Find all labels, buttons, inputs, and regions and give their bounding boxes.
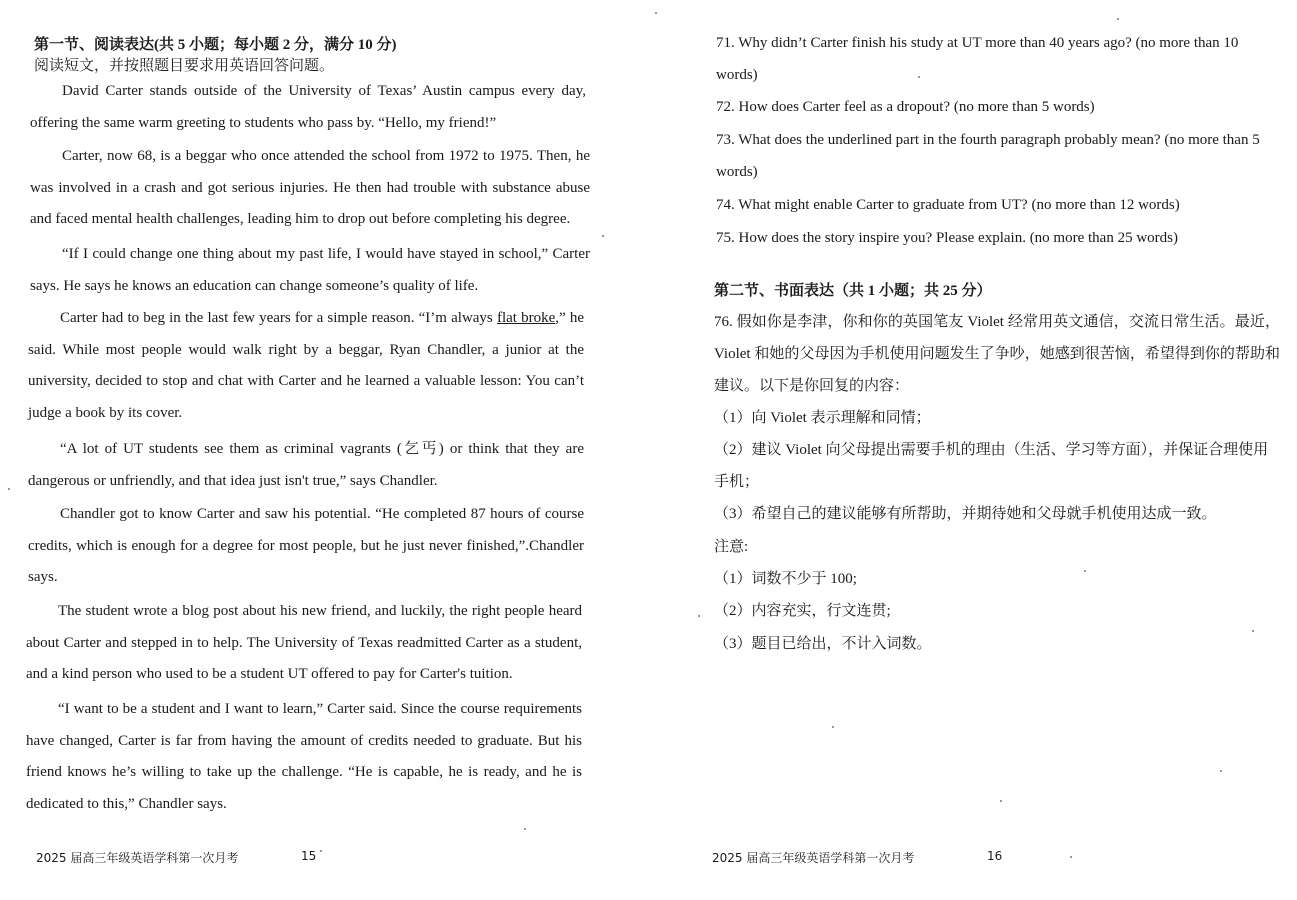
note-2: （2）内容充实，行文连贯; <box>714 603 891 619</box>
scan-speck <box>1117 18 1119 20</box>
note-3: （3）题目已给出，不计入词数。 <box>714 636 932 652</box>
note-label: 注意: <box>714 539 749 555</box>
scan-speck <box>602 235 604 237</box>
question-71: 71. Why didn’t Carter finish his study at UT more than 40 years ago? (no more than 10 words) <box>716 35 1239 83</box>
scan-speck <box>832 726 834 728</box>
scan-speck <box>655 12 657 14</box>
question-73: 73. What does the underlined part in the fourth paragraph probably mean? (no more than 5 words) <box>716 132 1260 180</box>
paragraph-3: “If I could change one thing about my past life, I would have stayed in school,” Carter says. He says he knows an education can change someone’s quality of life. <box>30 246 590 294</box>
requirement-2: （2）建议 Violet 向父母提出需要手机的理由（生活、学习等方面），并保证合理使用手机； <box>714 442 1269 490</box>
section-title: 第一节、阅读表达(共 5 小题；每小题 2 分，满分 10 分) <box>34 37 397 53</box>
question-75: 75. How does the story inspire you? Please explain. (no more than 25 words) <box>716 230 1178 246</box>
scan-speck <box>698 615 700 617</box>
paragraph-6: Chandler got to know Carter and saw his potential. “He completed 87 hours of course credits, which is enough for a degree for most people, but he just never finished,”.Chandler says. <box>28 506 584 585</box>
scan-speck <box>1070 856 1072 858</box>
scan-speck <box>320 850 322 852</box>
scan-speck <box>1220 770 1222 772</box>
page-footer: 2025 届高三年级英语学科第一次月考 <box>36 851 239 865</box>
question-76: 76. 假如你是李津，你和你的英国笔友 Violet 经常用英文通信，交流日常生活。最近，Violet 和她的父母因为手机使用问题发生了争吵，她感到很苦恼，希望得到你的帮助和建议。以下是你回复的内容： <box>714 314 1280 394</box>
page-number: 16 <box>987 849 1003 863</box>
paragraph-4 <box>28 303 584 429</box>
scan-speck <box>1000 800 1002 802</box>
scan-speck <box>524 828 526 830</box>
instruction: 阅读短文，并按照题目要求用英语回答问题。 <box>34 58 335 74</box>
page-number: 15 <box>301 849 317 863</box>
underlined-phrase: flat broke <box>496 310 556 326</box>
scan-speck <box>918 76 920 78</box>
scan-speck <box>1252 630 1254 632</box>
note-1: （1）词数不少于 100; <box>714 571 857 587</box>
paragraph-8: “I want to be a student and I want to learn,” Carter said. Since the course requirements have changed, Carter is far from having the amount of credits needed to graduate. But his friend knows he’s willing to take up the challenge. “He is capable, he is ready, and he is dedicated to this,” Chandler says. <box>26 701 582 812</box>
paragraph-7: The student wrote a blog post about his new friend, and luckily, the right people heard about Carter and stepped in to help. The University of Texas readmitted Carter as a student, and a kind person who used to be a student UT offered to pay for Carter's tuition. <box>26 603 582 682</box>
page-footer: 2025 届高三年级英语学科第一次月考 <box>712 851 915 865</box>
scan-speck <box>1084 570 1086 572</box>
paragraph-2: Carter, now 68, is a beggar who once attended the school from 1972 to 1975. Then, he was involved in a crash and got serious injuries. He then had trouble with substance abuse and faced mental health challenges, leading him to drop out before completing his degree. <box>30 148 590 227</box>
paragraph-5: “A lot of UT students see them as criminal vagrants (乞丐) or think that they are dangerous or unfriendly, and that idea just isn't true,” says Chandler. <box>28 441 584 489</box>
scan-speck <box>8 488 10 490</box>
section-2-title: 第二节、书面表达（共 1 小题；共 25 分） <box>714 283 992 299</box>
paragraph-1: David Carter stands outside of the University of Texas’ Austin campus every day, offering the same warm greeting to students who pass by. “Hello, my friend!” <box>30 83 586 131</box>
paragraph-4-start: Carter had to beg in the last few years for a simple reason. “I’m always <box>60 310 497 326</box>
requirement-3: （3）希望自己的建议能够有所帮助，并期待她和父母就手机使用达成一致。 <box>714 506 1217 522</box>
question-74: 74. What might enable Carter to graduate from UT? (no more than 12 words) <box>716 197 1180 213</box>
exam-page-16 <box>652 0 1297 900</box>
paragraph-4-end: ,” he said. While most people would walk right by a beggar, Ryan Chandler, a junior at the university, decided to stop and chat with Carter and he learned a valuable lesson: You can’t judge a book by its cover. <box>28 310 584 421</box>
requirement-1: （1）向 Violet 表示理解和同情； <box>714 410 931 426</box>
exam-page-15 <box>0 0 640 900</box>
question-72: 72. How does Carter feel as a dropout? (no more than 5 words) <box>716 99 1095 115</box>
